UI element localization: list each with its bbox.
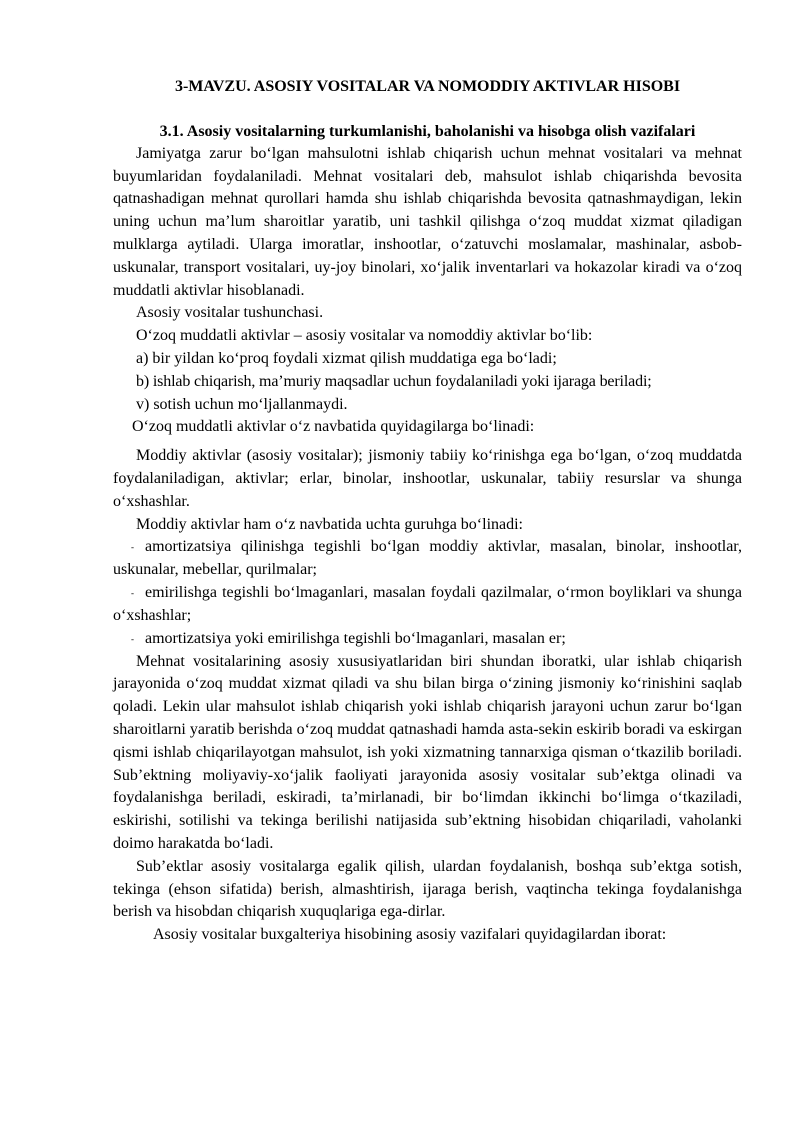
dash-item-text: emirilishga tegishli bo‘lmaganlari, masalan foydali qazilmalar, o‘rmon boyliklari va shunga o‘xshashlar; xyxy=(113,584,742,624)
paragraph-tasks: Asosiy vositalar buxgalteriya hisobining asosiy vazifalari quyidagilardan iborat: xyxy=(153,926,667,944)
dash-marker: - xyxy=(131,542,134,553)
section-title: 3.1. Asosiy vositalarning turkumlanishi, baholanishi va hisobga olish vazifalari xyxy=(159,122,696,140)
dash-item-text: amortizatsiya qilinishga tegishli bo‘lgan moddiy aktivlar, masalan, binolar, inshootlar, uskunalar, mebellar, qurilmalar; xyxy=(113,538,742,579)
paragraph-division: O‘zoq muddatli aktivlar o‘z navbatida quyidagilarga bo‘linadi: xyxy=(132,418,535,436)
list-item-b: b) ishlab chiqarish, ma’muriy maqsadlar uchun foydalaniladi yoki ijaraga beriladi; xyxy=(136,372,652,390)
dash-item-1 xyxy=(113,536,742,582)
document-page xyxy=(113,72,742,947)
paragraph-intro: Jamiyatga zarur bo‘lgan mahsulotni ishlab chiqarish uchun mehnat vositalari va mehnat buyumlaridan foydalaniladi. Mehnat vositalari deb, mahsulot ishlab chiqarishda bevosita qatnashadigan mehnat qurollari hamda shu ishlab chiqarishda bevosita qatnashmaydigan, lekin uning uchun ma’lum sharoitlar yaratib, uni tashkil qilishga o‘zoq muddat xizmat qiladigan mulklarga aytiladi. Ularga imoratlar, inshootlar, o‘zatuvchi moslamalar, mashinalar, asbob-uskunalar, transport vositalari, uy-joy binolari, xo‘jalik inventarlari va hokazolar kiradi va o‘zoq muddatli aktivlar hisoblanadi. xyxy=(113,144,742,299)
dash-item-3 xyxy=(113,628,742,651)
paragraph-groups: Moddiy aktivlar ham o‘z navbatida uchta guruhga bo‘linadi: xyxy=(136,515,523,533)
dash-item-2 xyxy=(113,582,742,628)
dash-marker: - xyxy=(131,633,134,644)
paragraph-definition: O‘zoq muddatli aktivlar – asosiy vositalar va nomoddiy aktivlar bo‘lib: xyxy=(136,327,593,345)
paragraph-features: Mehnat vositalarining asosiy xususiyatlaridan biri shundan iboratki, ular ishlab chiqarish jarayonida o‘zoq muddat xizmat qiladi va shu bilan birga o‘zining jismoniy ko‘rinishini saqlab qoladi. Lekin ular mahsulot ishlab chiqarish yoki ishlab chiqarish jarayoni uchun zarur bo‘lgan sharoitlarni yaratib berishda o‘zoq muddat qatnashadi hamda asta-sekin eskirib boradi va eskirgan qismi ishlab chiqarilayotgan mahsulot, ish yoki xizmatning tannarxiga qisman o‘tkazilib boriladi. Sub’ektning moliyaviy-xo‘jalik faoliyati jarayonida asosiy vositalar sub’ektga olinadi va foydalanishga beriladi, eskiradi, ta’mirlanadi, bir bo‘limdan ikkinchi bo‘limga o‘tkaziladi, eskirishi, sotilishi va tekinga berilishi natijasida sub’ektning hisobidan chiqariladi, vaholanki doimo harakatda bo‘ladi. xyxy=(113,652,742,852)
paragraph-rights: Sub’ektlar asosiy vositalarga egalik qilish, ulardan foydalanish, boshqa sub’ektga sotish, tekinga (ehson sifatida) berish, almashtirish, ijaraga berish, vaqtincha tekinga foydalanishga berish va hisobdan chiqarish xuquqlariga ega-dirlar. xyxy=(113,857,742,921)
chapter-title: 3-MAVZU. ASOSIY VOSITALAR VA NOMODDIY AKTIVLAR HISOBI xyxy=(174,78,681,95)
list-item-v: v) sotish uchun mo‘ljallanmaydi. xyxy=(136,395,348,413)
list-item-a: a) bir yildan ko‘proq foydali xizmat qilish muddatiga ega bo‘ladi; xyxy=(136,349,557,367)
paragraph-tangible: Moddiy aktivlar (asosiy vositalar); jismoniy tabiiy ko‘rinishga ega bo‘lgan, o‘zoq muddatda foydalaniladigan, aktivlar; erlar, binolar, inshootlar, uskunalar, tabiiy resurslar va shunga o‘xshashlar. xyxy=(113,447,742,510)
paragraph-concept: Asosiy vositalar tushunchasi. xyxy=(136,304,324,322)
dash-item-text: amortizatsiya yoki emirilishga tegishli bo‘lmaganlari, masalan er; xyxy=(145,629,566,647)
dash-marker: - xyxy=(131,588,134,599)
